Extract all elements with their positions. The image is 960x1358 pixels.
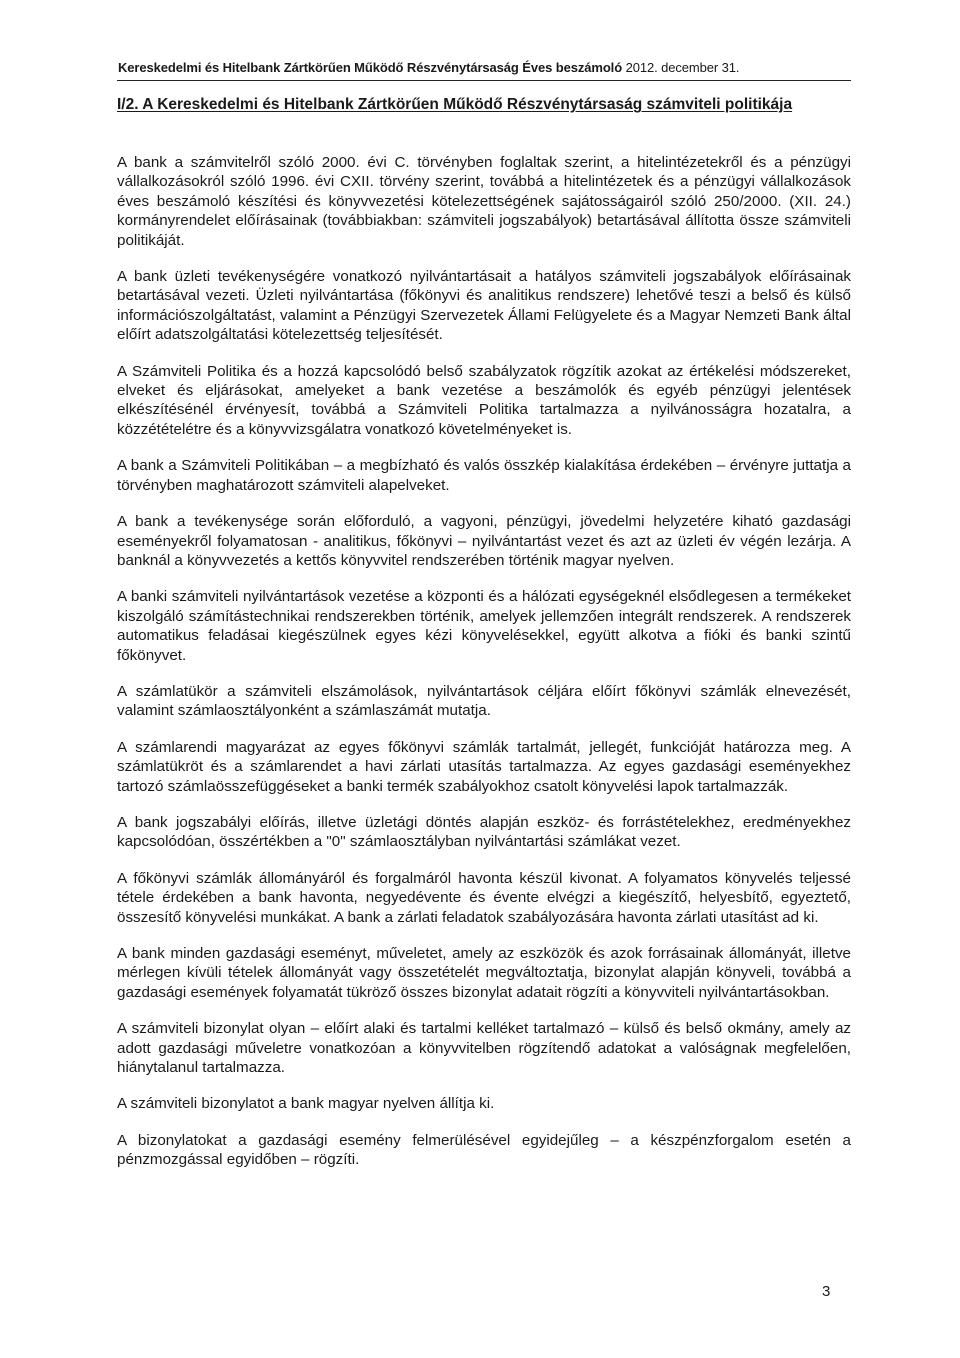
body-text — [117, 153, 851, 1187]
header-title: Kereskedelmi és Hitelbank Zártkörűen Működő Részvénytársaság Éves beszámoló — [118, 60, 623, 75]
paragraph: A számlatükör a számviteli elszámolások, nyilvántartások céljára előírt főkönyvi számlák elnevezését, valamint számlaosztályonként a számlaszámát mutatja. — [117, 682, 851, 720]
paragraph: A számlarendi magyarázat az egyes főkönyvi számlák tartalmát, jellegét, funkcióját határozza meg. A számlatükröt és a számlarendet a havi zárlati utasítás tartalmazza. Az egyes gazdasági eseményekhez tartozó számlaösszefüggéseket a banki termék szabályokhoz csatolt könyvelési lapok tartalmazzák. — [117, 738, 851, 795]
paragraph: A bank a számvitelről szóló 2000. évi C. törvényben foglaltak szerint, a hitelintézetekről és a pénzügyi vállalkozásokról szóló 1996. évi CXII. törvény szerint, továbbá a hitelintézetek és a pénzügyi vállalkozások éves beszámoló készítési és könyvvezetési kötelezettségének sajátosságairól szóló 250/2000. (XII. 24.) kormányrendelet előírásainak (továbbiakban: számviteli jogszabályok) betartásával állította össze számviteli politikáját. — [117, 154, 851, 249]
header-divider — [117, 80, 851, 81]
running-header — [118, 60, 739, 75]
paragraph: A számviteli bizonylat olyan – előírt alaki és tartalmi kelléket tartalmazó – külső és belső okmány, amely az adott gazdasági műveletre vonatkozóan a könyvvitelben rögzítendő adatokat a valóságnak megfelelően, hiánytalanul tartalmazza. — [117, 1020, 851, 1077]
paragraph: A bank a Számviteli Politikában – a megbízható és valós összkép kialakítása érdekében – érvényre juttatja a törvényben maghatározott számviteli alapelveket. — [117, 457, 851, 494]
paragraph: A Számviteli Politika és a hozzá kapcsolódó belső szabályzatok rögzítik azokat az értékelési módszereket, elveket és eljárásokat, amelyeket a bank vezetése a beszámolók és egyéb pénzügyi jelentések elkészítésénél érvényesít, továbbá a Számviteli Politika tartalmazza a nyilvánosságra hozatalra, a közzétételétre és a könyvvizsgálatra vonatkozó követelményeket is. — [117, 362, 851, 438]
paragraph: A számviteli bizonylatot a bank magyar nyelven állítja ki. — [117, 1095, 495, 1113]
paragraph: A bank minden gazdasági eseményt, műveletet, amely az eszközök és azok forrásainak állományát, illetve mérlegen kívüli tételek állományát vagy összetételét megváltoztatja, bizonylat alapján könyveli, továbbá a gazdasági események folyamatát tükröző összes bizonylat adatait rögzíti a könyvviteli nyilvántartásokban. — [117, 945, 851, 1001]
section-title: I/2. A Kereskedelmi és Hitelbank Zártkörűen Működő Részvénytársaság számviteli politikája — [117, 96, 793, 113]
header-date: 2012. december 31. — [625, 60, 740, 75]
paragraph: A banki számviteli nyilvántartások vezetése a központi és a hálózati egységeknél elsődlegesen a termékeket kiszolgáló számítástechnikai rendszerekben történik, amelyek jellemzően integrált rendszerek. A rendszerek automatikus feladásai kiegészülnek egyes kézi könyvelésekkel, együtt alkotva a fióki és banki szintű főkönyvet. — [117, 588, 851, 664]
page-number: 3 — [822, 1283, 831, 1300]
paragraph: A főkönyvi számlák állományáról és forgalmáról havonta készül kivonat. A folyamatos könyvelés teljessé tétele érdekében a bank havonta, negyedévente és évente elvégzi a kiegészítő, helyesbítő, egyeztető, összesítő könyvelési munkákat. A bank a zárlati feladatok szabályozására havonta zárlati utasítást ad ki. — [117, 869, 851, 926]
paragraph: A bank jogszabályi előírás, illetve üzletági döntés alapján eszköz- és forrástételekhez, eredményekhez kapcsolódóan, összértékben a "0" számlaosztályban nyilvántartási számlákat vezet. — [117, 813, 851, 851]
paragraph: A bizonylatokat a gazdasági esemény felmerülésével egyidejűleg – a készpénzforgalom esetén a pénzmozgással egyidőben – rögzíti. — [117, 1131, 851, 1169]
paragraph: A bank üzleti tevékenységére vonatkozó nyilvántartásait a hatályos számviteli jogszabályok előírásainak betartásával vezeti. Üzleti nyilvántartása (főkönyvi és analitikus rendszere) lehetővé teszi a belső és külső információszolgáltatást, valamint a Pénzügyi Szervezetek Állami Felügyelete és a Magyar Nemzeti Bank által előírt adatszolgáltatási kötelezettség teljesítését. — [117, 268, 851, 344]
paragraph: A bank a tevékenysége során előforduló, a vagyoni, pénzügyi, jövedelmi helyzetére kiható gazdasági eseményekről folyamatosan - analitikus, főkönyvi – nyilvántartást vezet és azt az üzleti év végén lezárja. A banknál a könyvvezetés a kettős könyvvitel rendszerében történik magyar nyelven. — [117, 513, 851, 569]
